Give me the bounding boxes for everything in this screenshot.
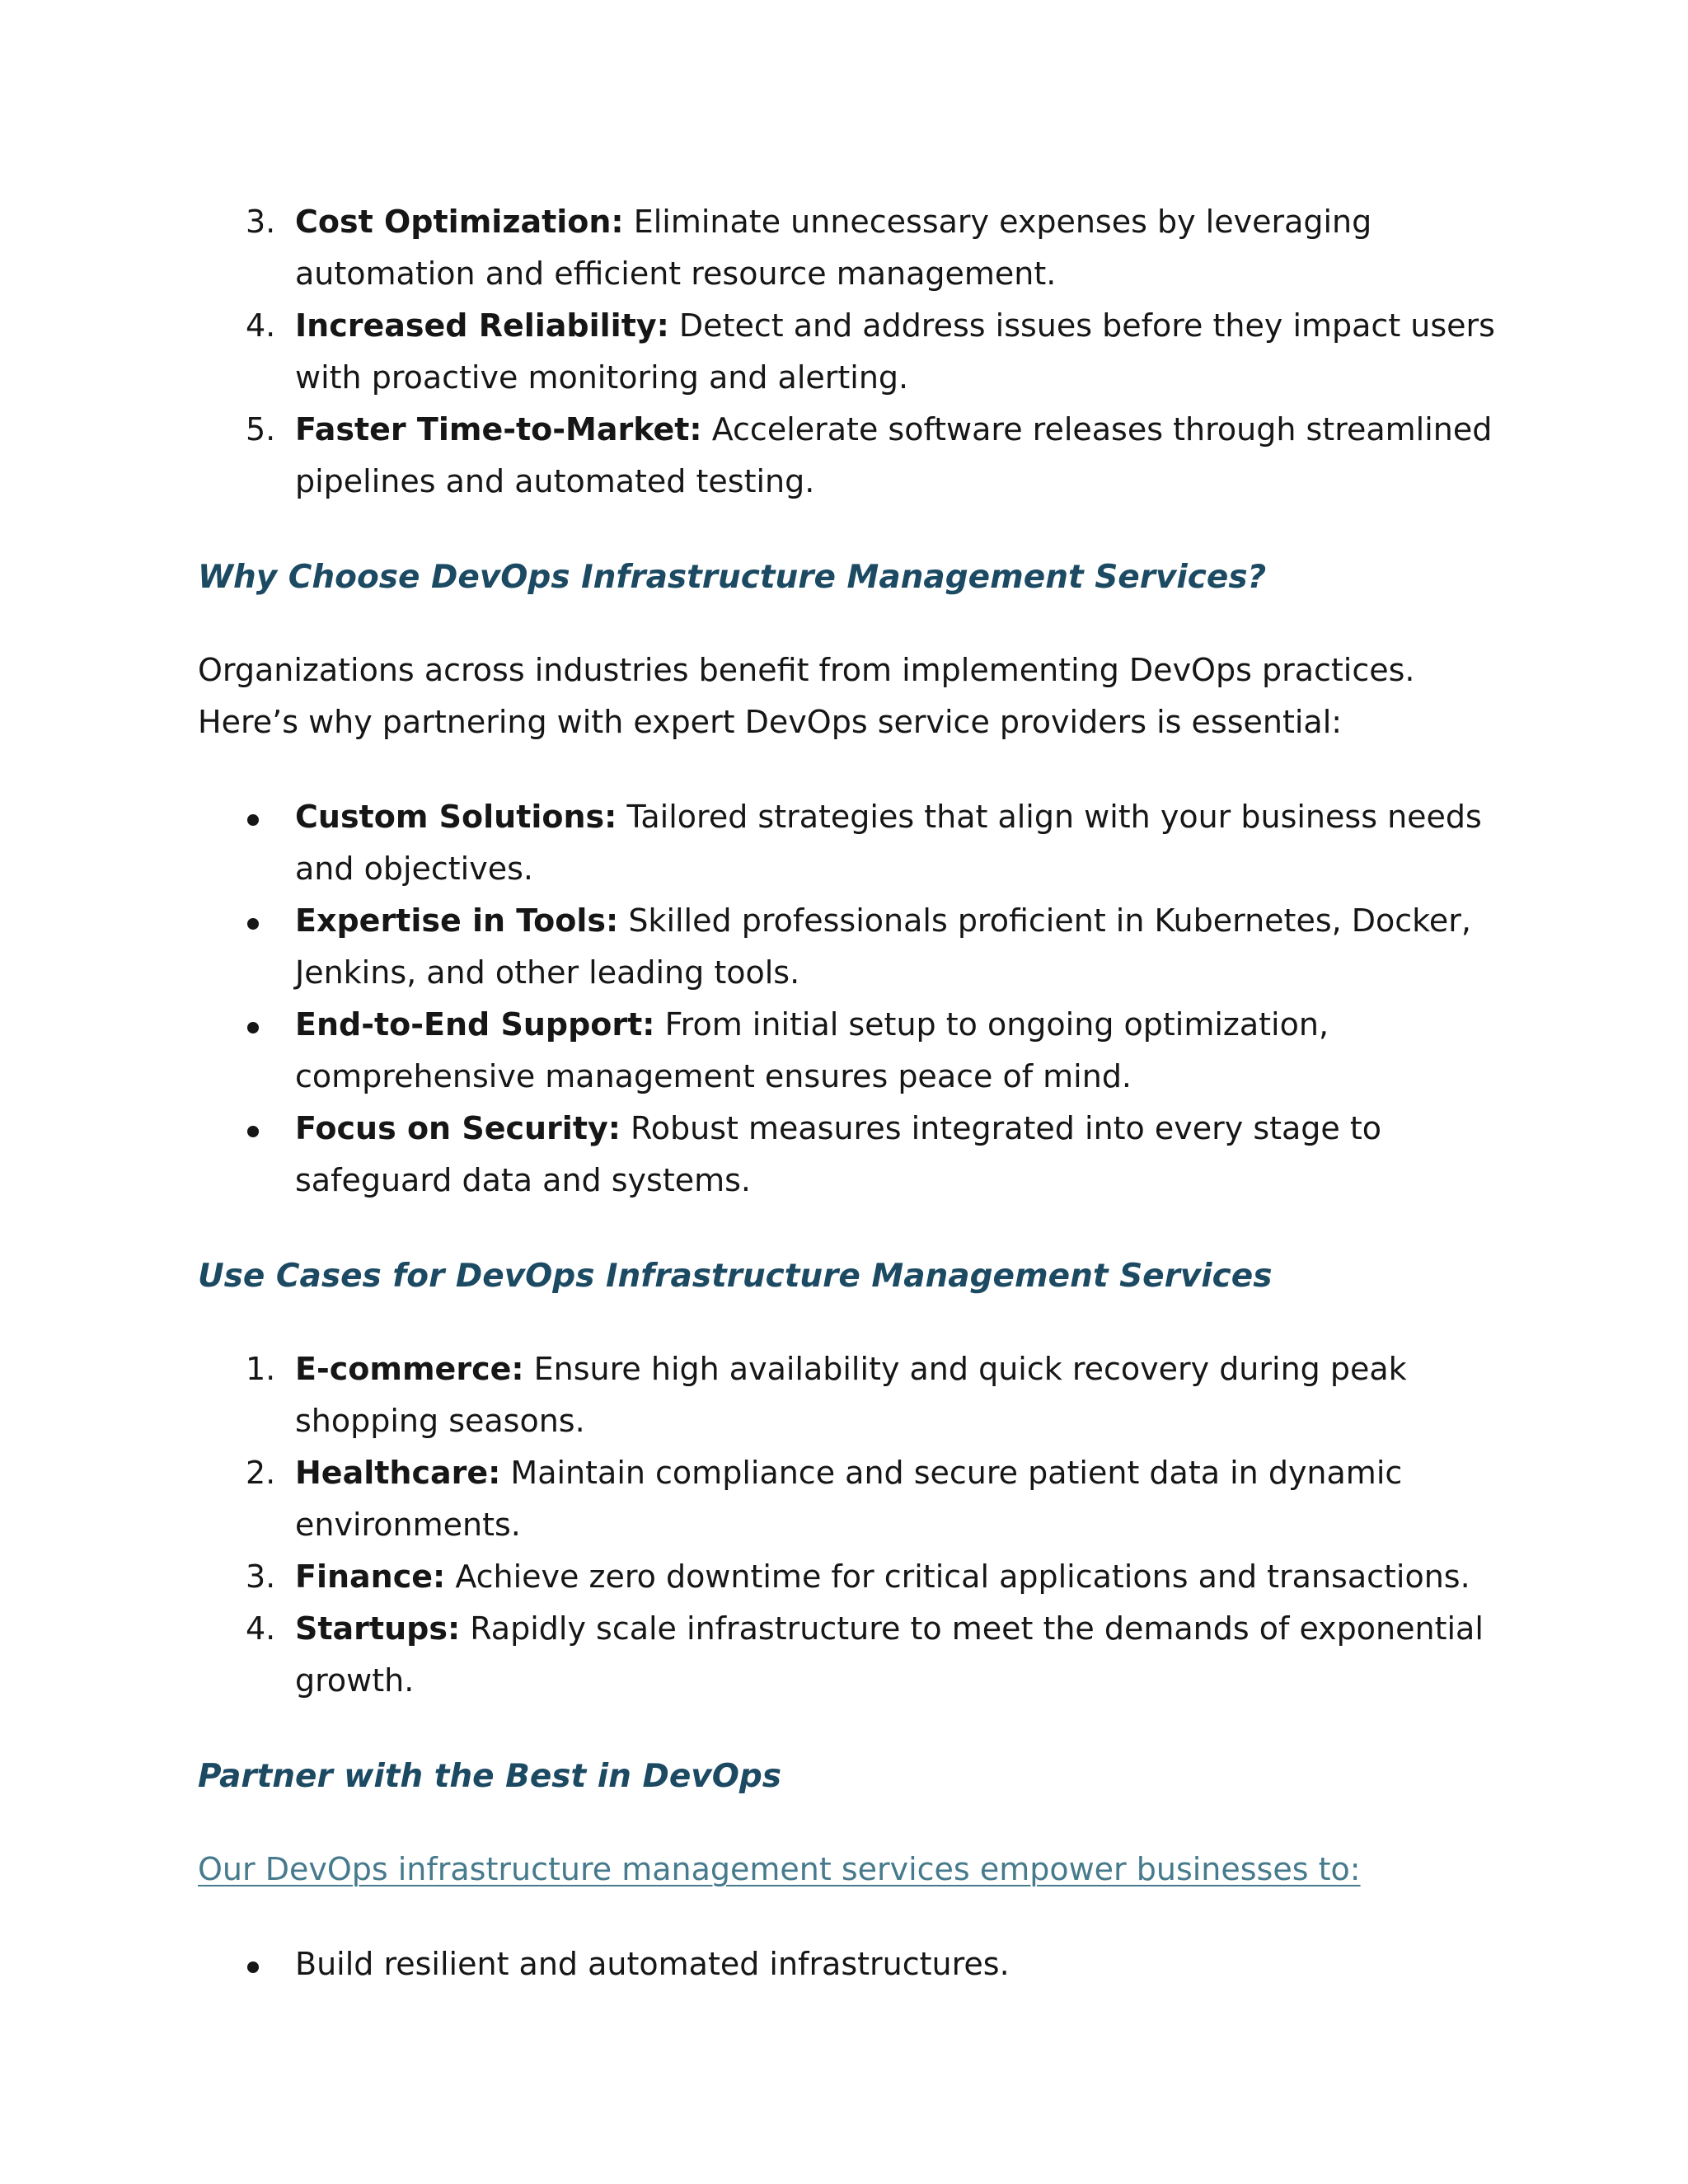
bullet-icon: [247, 918, 259, 930]
use-cases-list: [198, 1343, 1500, 1707]
item-text: Detect and address issues before they impact users with proactive monitoring and alerting.: [295, 307, 1495, 396]
list-number: 2.: [246, 1455, 276, 1491]
item-text: Skilled professionals proficient in Kubernetes, Docker, Jenkins, and other leading tools.: [295, 902, 1471, 991]
item-term: Finance:: [295, 1558, 446, 1595]
item-text: From initial setup to ongoing optimization, comprehensive management ensures peace of mind.: [295, 1006, 1329, 1094]
item-term: E-commerce:: [295, 1351, 524, 1387]
item-text: Achieve zero downtime for critical applications and transactions.: [445, 1558, 1470, 1595]
list-item: [198, 895, 1500, 999]
list-item: [198, 1343, 1500, 1447]
partner-list: [198, 1938, 1500, 1990]
list-item: [198, 1938, 1500, 1990]
list-item: [198, 300, 1500, 404]
item-term: Faster Time-to-Market:: [295, 411, 702, 448]
item-text: Maintain compliance and secure patient data in dynamic environments.: [295, 1455, 1403, 1543]
item-term: End-to-End Support:: [295, 1006, 655, 1043]
list-number: 5.: [246, 411, 276, 448]
section-heading-use-cases: Use Cases for DevOps Infrastructure Management Services: [198, 1258, 1273, 1295]
benefits-list: [198, 196, 1500, 508]
item-text: Accelerate software releases through streamlined pipelines and automated testing.: [295, 411, 1493, 499]
list-item: [198, 196, 1500, 300]
item-term: Expertise in Tools:: [295, 902, 619, 939]
list-number: 3.: [246, 204, 276, 240]
list-item: [198, 1447, 1500, 1551]
list-item: [198, 791, 1500, 895]
bullet-icon: [247, 814, 259, 826]
section-heading-why-choose: Why Choose DevOps Infrastructure Management Services?: [198, 559, 1267, 596]
item-term: Focus on Security:: [295, 1110, 621, 1146]
list-item: [198, 1103, 1500, 1207]
item-text: Eliminate unnecessary expenses by leveraging automation and efficient resource management.: [295, 204, 1372, 292]
list-item: [198, 999, 1500, 1103]
bullet-icon: [247, 1022, 259, 1033]
item-text: Robust measures integrated into every stage to safeguard data and systems.: [295, 1110, 1382, 1198]
item-text: Ensure high availability and quick recovery during peak shopping seasons.: [295, 1351, 1407, 1439]
why-choose-list: [198, 791, 1500, 1207]
document-page: [198, 196, 1500, 1990]
list-number: 4.: [246, 307, 276, 344]
list-number: 3.: [246, 1558, 276, 1595]
item-text: Tailored strategies that align with your business needs and objectives.: [295, 799, 1482, 887]
section-intro-paragraph: Organizations across industries benefit from implementing DevOps practices. Here’s why partnering with expert DevOps service providers is essential:: [198, 652, 1415, 740]
list-item: [198, 1603, 1500, 1707]
list-number: 4.: [246, 1610, 276, 1647]
section-heading-partner: Partner with the Best in DevOps: [198, 1758, 781, 1795]
list-item: [198, 404, 1500, 508]
item-text: Build resilient and automated infrastructures.: [295, 1946, 1010, 1982]
list-item: [198, 1551, 1500, 1603]
item-term: Custom Solutions:: [295, 799, 617, 835]
bullet-icon: [247, 1961, 259, 1973]
item-term: Increased Reliability:: [295, 307, 669, 344]
bullet-icon: [247, 1126, 259, 1137]
item-text: Rapidly scale infrastructure to meet the demands of exponential growth.: [295, 1610, 1484, 1699]
item-term: Cost Optimization:: [295, 204, 624, 240]
services-link[interactable]: Our DevOps infrastructure management services empower businesses to:: [198, 1851, 1361, 1887]
item-term: Startups:: [295, 1610, 461, 1647]
item-term: Healthcare:: [295, 1455, 501, 1491]
list-number: 1.: [246, 1351, 276, 1387]
